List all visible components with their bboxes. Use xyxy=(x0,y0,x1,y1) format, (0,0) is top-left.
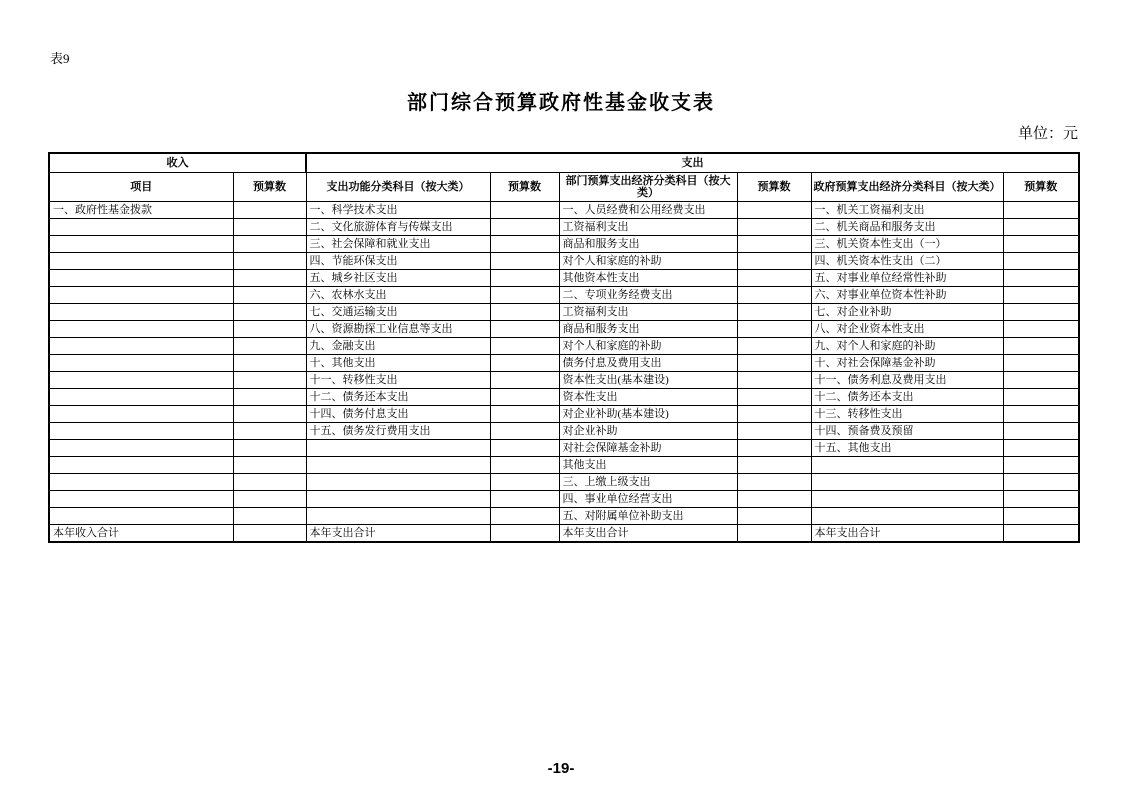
dept-econ-subject-cell: 对个人和家庭的补助 xyxy=(559,253,737,270)
gov-econ-budget-cell xyxy=(1003,423,1079,440)
gov-econ-subject-cell: 十四、预备费及预留 xyxy=(811,423,1003,440)
page-number: -19- xyxy=(547,760,575,777)
func-budget-cell xyxy=(490,270,559,287)
income-item-cell xyxy=(49,457,233,474)
table-header xyxy=(49,153,1079,202)
gov-econ-subject-cell: 八、对企业资本性支出 xyxy=(811,321,1003,338)
gov-econ-subject-cell xyxy=(811,508,1003,525)
dept-econ-subject-cell: 对企业补助(基本建设) xyxy=(559,406,737,423)
dept-econ-budget-cell xyxy=(737,321,811,338)
dept-econ-budget-cell xyxy=(737,236,811,253)
table-row xyxy=(49,372,1079,389)
table-row xyxy=(49,338,1079,355)
gov-econ-subject-cell: 一、机关工资福利支出 xyxy=(811,202,1003,219)
dept-econ-budget-cell xyxy=(737,389,811,406)
gov-econ-budget-cell xyxy=(1003,253,1079,270)
gov-econ-subject-cell: 三、机关资本性支出（一） xyxy=(811,236,1003,253)
func-budget-cell xyxy=(490,525,559,543)
dept-econ-subject-cell: 其他资本性支出 xyxy=(559,270,737,287)
page-title: 部门综合预算政府性基金收支表 xyxy=(407,92,715,114)
budget-table xyxy=(48,152,1080,543)
func-budget-cell xyxy=(490,491,559,508)
gov-econ-budget-cell xyxy=(1003,355,1079,372)
dept-econ-budget-cell xyxy=(737,270,811,287)
income-budget-cell xyxy=(233,406,306,423)
table-row xyxy=(49,219,1079,236)
income-item-cell xyxy=(49,287,233,304)
gov-econ-budget-cell xyxy=(1003,304,1079,321)
dept-econ-subject-cell: 商品和服务支出 xyxy=(559,236,737,253)
func-budget-cell xyxy=(490,508,559,525)
gov-econ-budget-cell xyxy=(1003,236,1079,253)
income-budget-cell xyxy=(233,423,306,440)
dept-econ-budget-cell xyxy=(737,474,811,491)
gov-econ-budget-cell xyxy=(1003,372,1079,389)
gov-econ-subject-cell xyxy=(811,474,1003,491)
func-subject-cell xyxy=(306,440,490,457)
func-budget-cell xyxy=(490,372,559,389)
table-row xyxy=(49,457,1079,474)
income-item-cell xyxy=(49,321,233,338)
func-subject-cell: 本年支出合计 xyxy=(306,525,490,543)
gov-econ-subject-cell: 十一、债务利息及费用支出 xyxy=(811,372,1003,389)
func-subject-cell: 九、金融支出 xyxy=(306,338,490,355)
dept-econ-subject-cell: 资本性支出 xyxy=(559,389,737,406)
func-budget-cell xyxy=(490,389,559,406)
income-budget-cell xyxy=(233,355,306,372)
dept-econ-subject-cell: 一、人员经费和公用经费支出 xyxy=(559,202,737,219)
table-row xyxy=(49,287,1079,304)
func-subject-cell: 四、节能环保支出 xyxy=(306,253,490,270)
gov-econ-budget-cell xyxy=(1003,508,1079,525)
group-header-row xyxy=(49,153,1079,173)
func-subject-cell xyxy=(306,508,490,525)
gov-econ-budget-cell xyxy=(1003,202,1079,219)
income-budget-cell xyxy=(233,253,306,270)
income-budget-cell xyxy=(233,372,306,389)
dept-econ-budget-cell xyxy=(737,202,811,219)
dept-econ-budget-cell xyxy=(737,338,811,355)
gov-econ-subject-cell: 十二、债务还本支出 xyxy=(811,389,1003,406)
dept-econ-budget-cell xyxy=(737,491,811,508)
table-row xyxy=(49,321,1079,338)
dept-econ-subject-cell: 三、上缴上级支出 xyxy=(559,474,737,491)
table-row xyxy=(49,474,1079,491)
func-subject-cell xyxy=(306,474,490,491)
func-subject-cell: 五、城乡社区支出 xyxy=(306,270,490,287)
col-header-dept-econ-subject: 部门预算支出经济分类科目（按大类） xyxy=(559,173,737,202)
gov-econ-subject-cell: 九、对个人和家庭的补助 xyxy=(811,338,1003,355)
func-budget-cell xyxy=(490,287,559,304)
func-budget-cell xyxy=(490,321,559,338)
income-budget-cell xyxy=(233,338,306,355)
func-budget-cell xyxy=(490,406,559,423)
gov-econ-subject-cell xyxy=(811,491,1003,508)
dept-econ-budget-cell xyxy=(737,219,811,236)
dept-econ-subject-cell: 工资福利支出 xyxy=(559,304,737,321)
func-subject-cell: 一、科学技术支出 xyxy=(306,202,490,219)
func-subject-cell: 十四、债务付息支出 xyxy=(306,406,490,423)
income-budget-cell xyxy=(233,202,306,219)
dept-econ-subject-cell: 二、专项业务经费支出 xyxy=(559,287,737,304)
dept-econ-budget-cell xyxy=(737,423,811,440)
dept-econ-subject-cell: 对个人和家庭的补助 xyxy=(559,338,737,355)
dept-econ-subject-cell: 商品和服务支出 xyxy=(559,321,737,338)
col-header-gov-econ-budget: 预算数 xyxy=(1003,173,1079,202)
income-item-cell: 一、政府性基金拨款 xyxy=(49,202,233,219)
func-subject-cell: 十二、债务还本支出 xyxy=(306,389,490,406)
income-item-cell xyxy=(49,355,233,372)
income-item-cell xyxy=(49,491,233,508)
gov-econ-subject-cell: 十、对社会保障基金补助 xyxy=(811,355,1003,372)
income-budget-cell xyxy=(233,491,306,508)
gov-econ-budget-cell xyxy=(1003,389,1079,406)
func-budget-cell xyxy=(490,202,559,219)
expenditure-group-header: 支出 xyxy=(306,153,1079,173)
gov-econ-budget-cell xyxy=(1003,491,1079,508)
func-budget-cell xyxy=(490,423,559,440)
income-item-cell xyxy=(49,389,233,406)
gov-econ-budget-cell xyxy=(1003,321,1079,338)
income-item-cell: 本年收入合计 xyxy=(49,525,233,543)
dept-econ-subject-cell: 本年支出合计 xyxy=(559,525,737,543)
income-item-cell xyxy=(49,253,233,270)
dept-econ-budget-cell xyxy=(737,372,811,389)
func-budget-cell xyxy=(490,457,559,474)
dept-econ-subject-cell: 五、对附属单位补助支出 xyxy=(559,508,737,525)
func-subject-cell: 十一、转移性支出 xyxy=(306,372,490,389)
func-budget-cell xyxy=(490,440,559,457)
income-item-cell xyxy=(49,440,233,457)
table-row xyxy=(49,389,1079,406)
func-subject-cell: 六、农林水支出 xyxy=(306,287,490,304)
gov-econ-subject-cell: 六、对事业单位资本性补助 xyxy=(811,287,1003,304)
income-item-cell xyxy=(49,219,233,236)
income-budget-cell xyxy=(233,304,306,321)
income-budget-cell xyxy=(233,508,306,525)
table-row xyxy=(49,508,1079,525)
sheet-label: 表9 xyxy=(50,51,70,66)
func-budget-cell xyxy=(490,338,559,355)
gov-econ-budget-cell xyxy=(1003,406,1079,423)
dept-econ-budget-cell xyxy=(737,406,811,423)
dept-econ-subject-cell: 对社会保障基金补助 xyxy=(559,440,737,457)
func-budget-cell xyxy=(490,355,559,372)
income-item-cell xyxy=(49,372,233,389)
income-item-cell xyxy=(49,338,233,355)
col-header-gov-econ-subject: 政府预算支出经济分类科目（按大类） xyxy=(811,173,1003,202)
unit-label: 单位：元 xyxy=(1017,126,1078,142)
table-row xyxy=(49,406,1079,423)
table-row xyxy=(49,440,1079,457)
totals-row xyxy=(49,525,1079,543)
table-row xyxy=(49,355,1079,372)
func-budget-cell xyxy=(490,304,559,321)
income-budget-cell xyxy=(233,270,306,287)
dept-econ-budget-cell xyxy=(737,287,811,304)
dept-econ-subject-cell: 四、事业单位经营支出 xyxy=(559,491,737,508)
income-budget-cell xyxy=(233,321,306,338)
income-budget-cell xyxy=(233,440,306,457)
table-row xyxy=(49,253,1079,270)
table-row xyxy=(49,270,1079,287)
dept-econ-budget-cell xyxy=(737,304,811,321)
gov-econ-subject-cell xyxy=(811,457,1003,474)
income-item-cell xyxy=(49,304,233,321)
col-header-func-budget: 预算数 xyxy=(490,173,559,202)
dept-econ-subject-cell: 工资福利支出 xyxy=(559,219,737,236)
func-subject-cell: 八、资源勘探工业信息等支出 xyxy=(306,321,490,338)
func-subject-cell: 十五、债务发行费用支出 xyxy=(306,423,490,440)
func-subject-cell xyxy=(306,457,490,474)
func-budget-cell xyxy=(490,474,559,491)
func-subject-cell: 七、交通运输支出 xyxy=(306,304,490,321)
gov-econ-budget-cell xyxy=(1003,457,1079,474)
income-budget-cell xyxy=(233,219,306,236)
income-item-cell xyxy=(49,270,233,287)
income-item-cell xyxy=(49,423,233,440)
func-subject-cell xyxy=(306,491,490,508)
col-header-income-budget: 预算数 xyxy=(233,173,306,202)
dept-econ-subject-cell: 资本性支出(基本建设) xyxy=(559,372,737,389)
gov-econ-subject-cell: 四、机关资本性支出（二） xyxy=(811,253,1003,270)
dept-econ-budget-cell xyxy=(737,508,811,525)
func-subject-cell: 二、文化旅游体育与传媒支出 xyxy=(306,219,490,236)
table-row xyxy=(49,491,1079,508)
gov-econ-budget-cell xyxy=(1003,270,1079,287)
gov-econ-budget-cell xyxy=(1003,474,1079,491)
gov-econ-subject-cell: 本年支出合计 xyxy=(811,525,1003,543)
table-body xyxy=(49,202,1079,543)
gov-econ-budget-cell xyxy=(1003,525,1079,543)
income-budget-cell xyxy=(233,389,306,406)
income-item-cell xyxy=(49,236,233,253)
col-header-dept-econ-budget: 预算数 xyxy=(737,173,811,202)
func-subject-cell: 三、社会保障和就业支出 xyxy=(306,236,490,253)
func-budget-cell xyxy=(490,253,559,270)
gov-econ-subject-cell: 五、对事业单位经常性补助 xyxy=(811,270,1003,287)
table-row xyxy=(49,236,1079,253)
gov-econ-budget-cell xyxy=(1003,338,1079,355)
func-subject-cell: 十、其他支出 xyxy=(306,355,490,372)
income-group-header: 收入 xyxy=(49,153,306,173)
column-header-row xyxy=(49,173,1079,202)
income-item-cell xyxy=(49,406,233,423)
gov-econ-subject-cell: 七、对企业补助 xyxy=(811,304,1003,321)
gov-econ-subject-cell: 十五、其他支出 xyxy=(811,440,1003,457)
dept-econ-budget-cell xyxy=(737,525,811,543)
gov-econ-budget-cell xyxy=(1003,287,1079,304)
dept-econ-subject-cell: 对企业补助 xyxy=(559,423,737,440)
func-budget-cell xyxy=(490,236,559,253)
dept-econ-budget-cell xyxy=(737,253,811,270)
gov-econ-budget-cell xyxy=(1003,440,1079,457)
col-header-income-item: 项目 xyxy=(49,173,233,202)
gov-econ-subject-cell: 十三、转移性支出 xyxy=(811,406,1003,423)
income-item-cell xyxy=(49,474,233,491)
table-row xyxy=(49,202,1079,219)
dept-econ-budget-cell xyxy=(737,457,811,474)
income-budget-cell xyxy=(233,236,306,253)
dept-econ-subject-cell: 债务付息及费用支出 xyxy=(559,355,737,372)
income-budget-cell xyxy=(233,287,306,304)
table-row xyxy=(49,304,1079,321)
income-item-cell xyxy=(49,508,233,525)
dept-econ-subject-cell: 其他支出 xyxy=(559,457,737,474)
income-budget-cell xyxy=(233,474,306,491)
col-header-func-subject: 支出功能分类科目（按大类） xyxy=(306,173,490,202)
gov-econ-budget-cell xyxy=(1003,219,1079,236)
gov-econ-subject-cell: 二、机关商品和服务支出 xyxy=(811,219,1003,236)
table-row xyxy=(49,423,1079,440)
dept-econ-budget-cell xyxy=(737,440,811,457)
dept-econ-budget-cell xyxy=(737,355,811,372)
func-budget-cell xyxy=(490,219,559,236)
income-budget-cell xyxy=(233,525,306,543)
income-budget-cell xyxy=(233,457,306,474)
